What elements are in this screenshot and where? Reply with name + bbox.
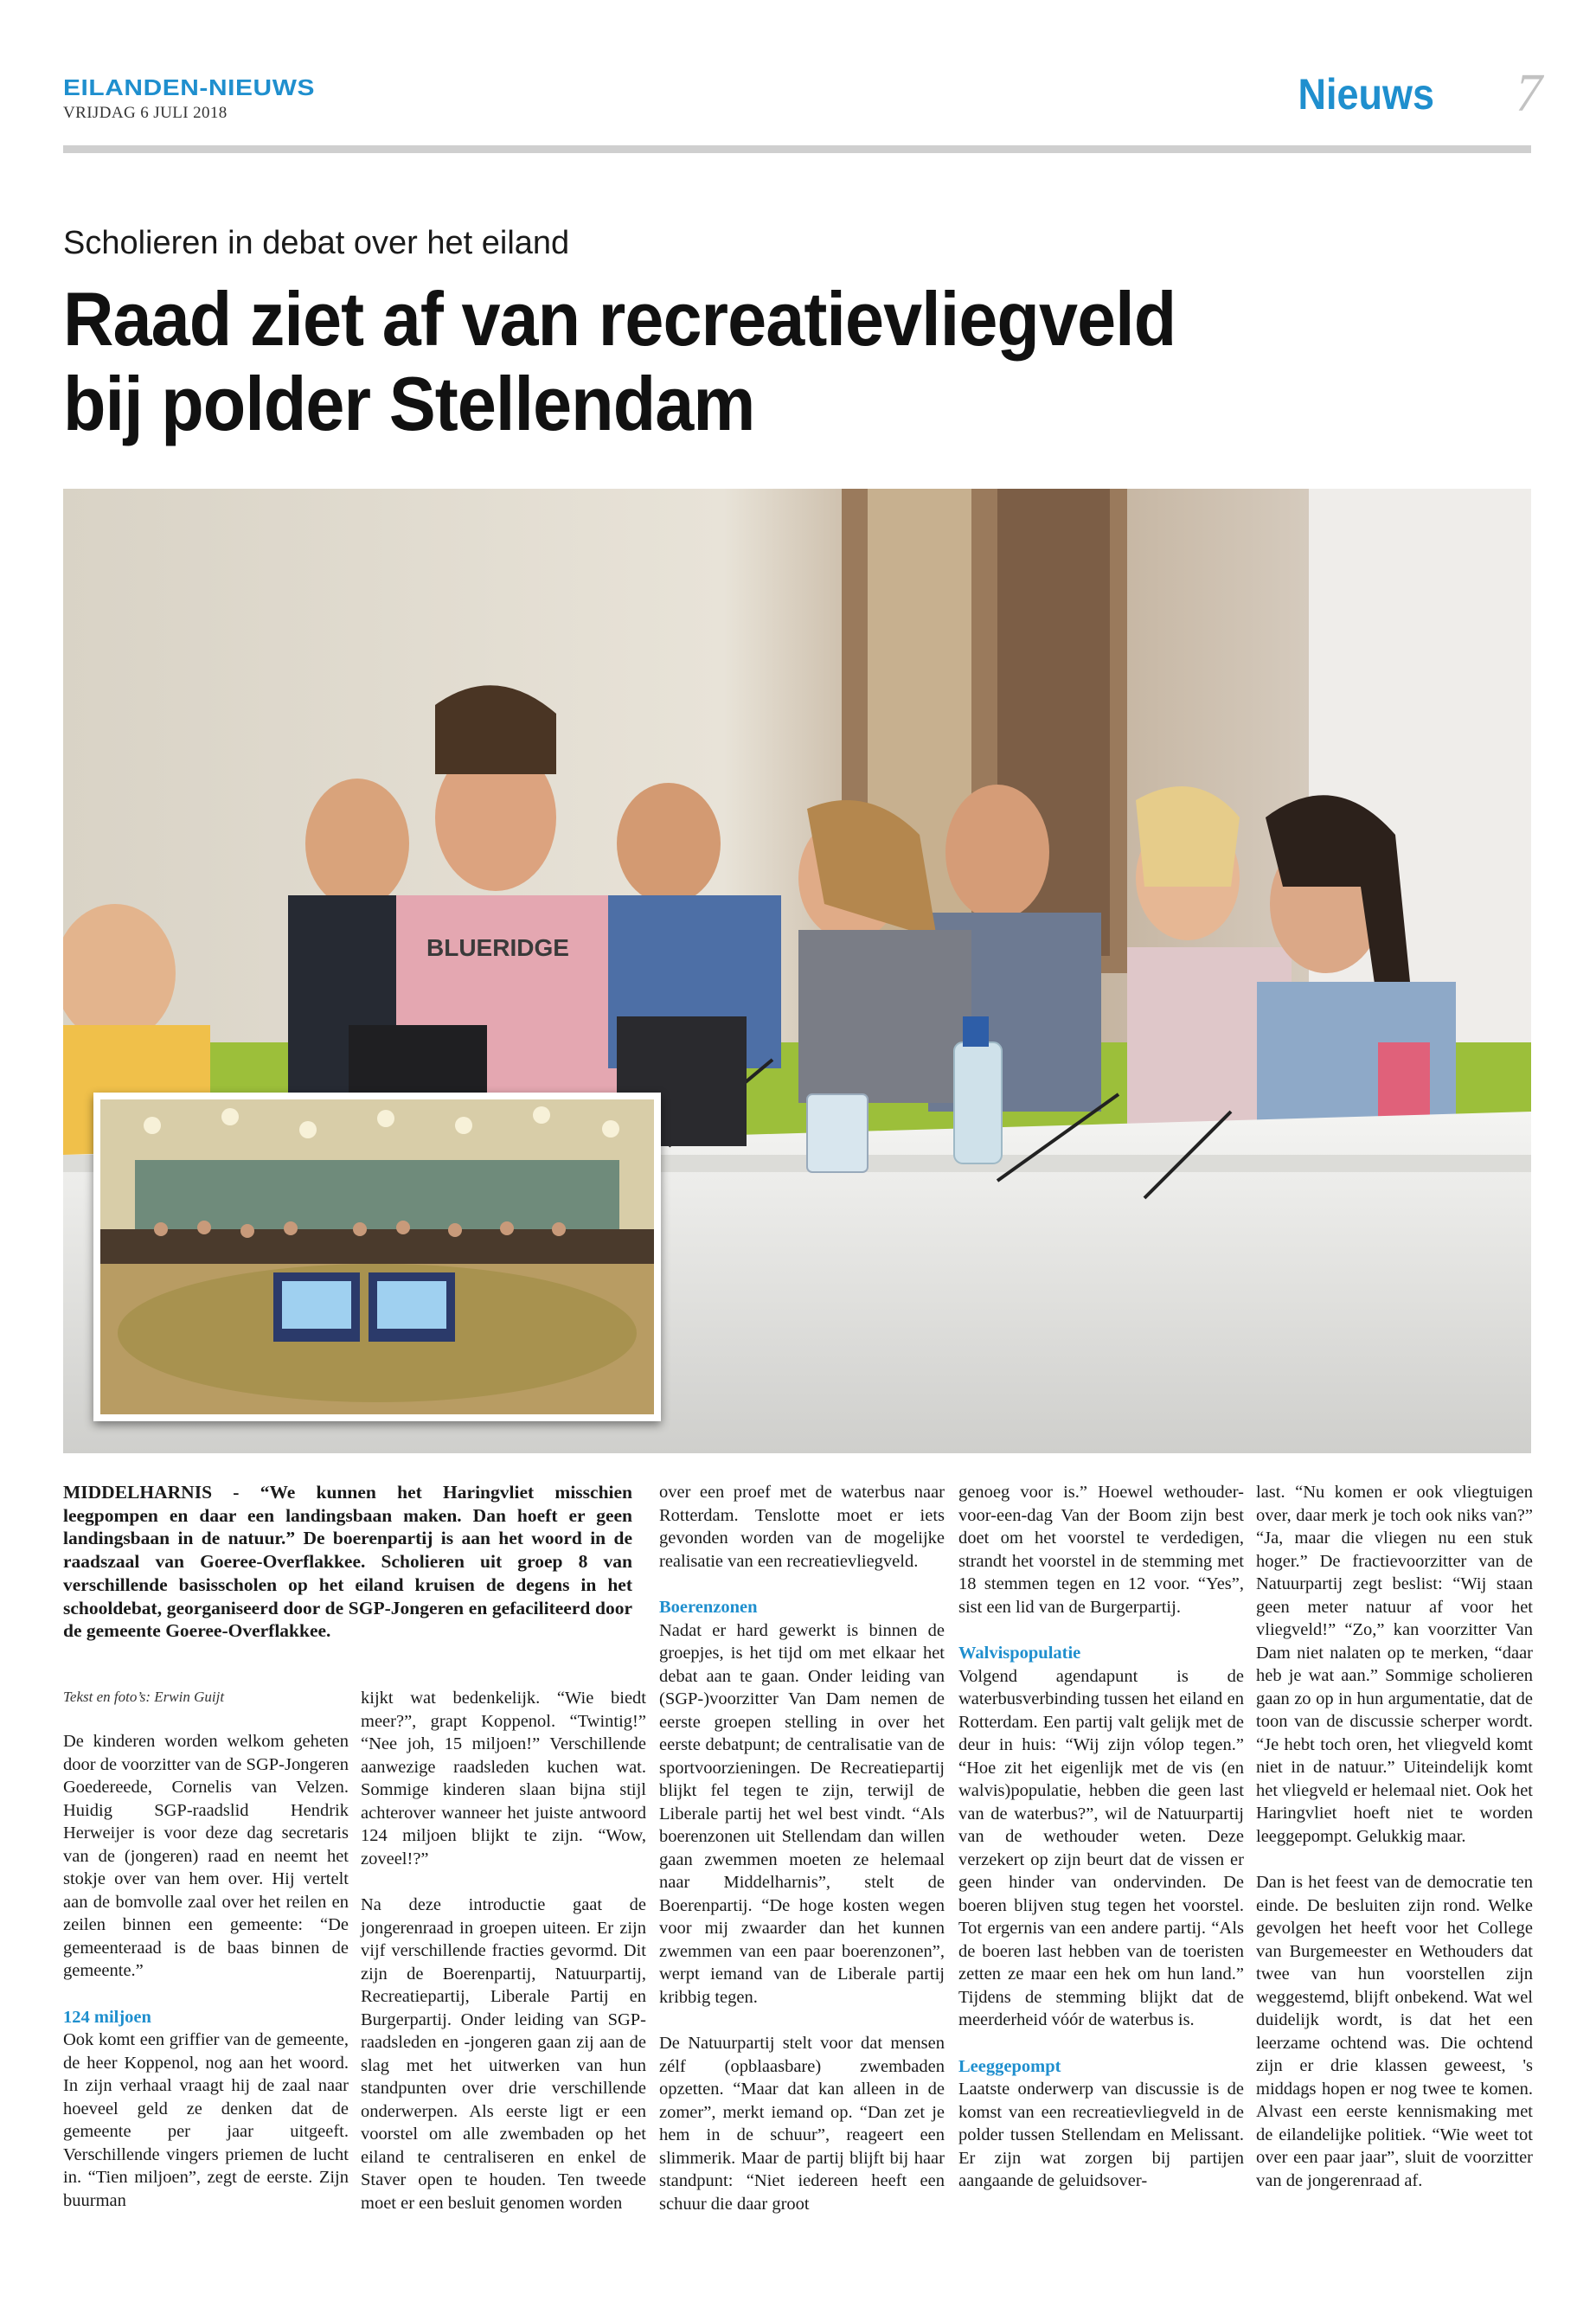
section-title: Nieuws [1298, 70, 1434, 119]
photo-credit: Tekst en foto’s: Erwin Guijt [63, 1689, 225, 1705]
article-column-3 [659, 1481, 945, 2239]
paragraph: De Natuurpartij stelt voor dat mensen zélf (opblaasbare) zwembaden opzetten. “Maar dat kan alleen in de zomer”, merkt iemand op. “Dan zet je hem in de schuur”, reageert een slimmerik. Maar de partij blijft bij haar standpunt: “Niet iedereen heeft een schuur die daar groot [659, 2034, 945, 2214]
paragraph: De kinderen worden welkom geheten door de voorzitter van de SGP-Jongeren Goedereede, Cornelis van Velzen. Huidig SGP-raadslid Hendrik Herweijer is voor deze dag secretaris van de (jongeren) raad en neemt het stokje over van hem over. Hij vertelt aan de bomvolle zaal over het reilen en zeilen binnen een gemeente: “De gemeenteraad is de baas binnen de gemeente.” [63, 1732, 349, 1980]
article-kicker: Scholieren in debat over het eiland [63, 225, 570, 261]
inset-photo [93, 1093, 661, 1421]
subheading: 124 miljoen [63, 2007, 151, 2027]
paragraph: genoeg voor is.” Hoewel wethouder-voor-een-dag Van der Boom zijn best doet om het voorstel te verdedigen, strandt het voorstel in de stemming met 18 stemmen tegen en 12 voor. “Yes”, sist een lid van de Burgerpartij. [958, 1483, 1244, 1617]
subheading: Leeggepompt [958, 2056, 1061, 2076]
newspaper-logo: EILANDEN-NIEUWS [63, 74, 316, 100]
masthead [63, 64, 1542, 156]
paragraph: Dan is het feest van de democratie ten einde. De besluiten zijn rond. Welke gevolgen het heeft voor het College van Burgemeester en Wethouders dat twee van hun voorstellen zijn weggestemd, blijft onbekend. Wat wel duidelijk wordt, is dat het een leerzame ochtend was. Die ochtend zijn er drie klassen geweest, 's middags hopen er nog twee te komen. Alvast een eerste kennismaking met de eilandelijke politiek. “Wie weet tot over een paar jaar”, sluit de voorzitter van de jongerenraad af. [1256, 1873, 1533, 2190]
paragraph: Nadat er hard gewerkt is binnen de groepjes, is het tijd om met elkaar het debat aan te gaan. Onder leiding van (SGP-)voorzitter Van Dam nemen de eerste groepen stelling in over het eerste debatpunt; de centralisatie van de sportvoorzieningen. De Recreatiepartij blijkt fel tegen te zijn, terwijl de Liberale partij het wel best vindt. “Als boerenzonen uit Stellendam dan willen gaan zwemmen moeten ze helemaal naar Middelharnis”, stelt de Boerenpartij. “De hoge kosten wegen voor mij zwaarder dan het kunnen zwemmen van een paar boerenzonen”, werpt iemand van de Liberale partij kribbig tegen. [659, 1620, 945, 2007]
article-column-4 [958, 1481, 1244, 2216]
headline-line-2: bij polder Stellendam [63, 361, 755, 446]
page-number: 7 [1516, 64, 1542, 123]
article-intro: MIDDELHARNIS - “We kunnen het Haringvliet misschien leegpompen en daar een landingsbaan maken. Dan hoeft er geen landingsbaan in de natuur.” De boerenpartij is aan het woord in de raadszaal van Goeree-Overflakkee. Scholieren uit groep 8 van verschillende basisscholen op het eiland kruisen de degens in het schooldebat, georganiseerd door de SGP-Jongeren en gefaciliteerd door de gemeente Goeree-Overflakkee. [63, 1482, 632, 1642]
subheading: Boerenzonen [659, 1598, 758, 1617]
article-column-5 [1256, 1481, 1533, 2215]
paragraph: kijkt wat bedenkelijk. “Wie biedt meer?”, grapt Koppenol. “Twintig!” “Nee joh, 15 miljoen!” Verschillende aanwezige raadsleden kuchen wat. Sommige kinderen slaan bijna stijl achterover wanneer het juiste antwoord 124 miljoen blijkt te zijn. “Wow, zoveel!?” [361, 1689, 646, 1868]
article-column-2 [361, 1687, 646, 2238]
paragraph: Laatste onderwerp van discussie is de komst van een recreatievliegveld in de polder tussen Stellendam en Melissant. Er zijn wat zorgen bij partijen aangaande de geluidsover- [958, 2080, 1244, 2190]
subheading: Walvispopulatie [958, 1644, 1081, 1663]
paragraph: over een proef met de waterbus naar Rotterdam. Tenslotte moet er iets gevonden worden van de mogelijke realisatie van een recreatievliegveld. [659, 1483, 945, 1571]
paragraph: Na deze introductie gaat de jongerenraad in groepen uiteen. Er zijn vijf verschillende fracties gevormd. Dit zijn de Boerenpartij, Natuurpartij, Recreatiepartij, Liberale Partij en Burgerpartij. Onder leiding van SGP-raadsleden en -jongeren gaan zij aan de slag met het uitwerken van hun standpunten over drie verschillende onderwerpen. Als eerste ligt er een voorstel om alle zwembaden op het eiland te centraliseren en enkel de Staver open te houden. Ten tweede moet er een besluit genomen worden [361, 1895, 646, 2213]
issue-date: VRIJDAG 6 JULI 2018 [63, 104, 228, 122]
paragraph: Volgend agendapunt is de waterbusverbinding tussen het eiland en Rotterdam. Een partij valt gelijk met de deur in huis: “Wij zijn vólop tegen.” “Hoe zit het eigenlijk met de vis (en walvis)populatie, hebben die geen last van de waterbus?”, wil de Natuurpartij van de wethouder weten. Deze verzekert op zijn beurt dat de vissen er geen hinder van ondervinden. De boeren blijven stug tegen het voorstel. Tot ergernis van een andere partij. “Als de boeren last hebben van de toeristen zetten ze maar een hek om hun land.” Tijdens de stemming blijkt dat de meerderheid vóór de waterbus is. [958, 1666, 1244, 2029]
paragraph: last. “Nu komen er ook vliegtuigen over, daar merk je toch ook niks van?” “Ja, maar die vliegen nu een stuk hoger.” De fractievoorzitter van de Natuurpartij zegt beslist: “Wij staan geen meter natuur af voor het vliegveld!” “Zo,” kan voorzitter Van Dam niet nalaten op te merken, “daar heb je wat aan.” Sommige scholieren gaan zo op in hun argumentatie, dat de toon van de discussie scherper wordt. “Je hebt toch oren, het vliegveld komt niet in de natuur.” Uiteindelijk komt het vliegveld er helemaal niet. Ook het Haringvliet hoeft niet te worden leeggepompt. Gelukkig maar. [1256, 1483, 1533, 1846]
header-divider [63, 145, 1531, 153]
shirt-text: BLUERIDGE [426, 934, 569, 961]
paragraph: Ook komt een griffier van de gemeente, de heer Koppenol, nog aan het woord. In zijn verhaal vraagt hij de zaal naar hoeveel geld ze denken dat de gemeente per jaar uitgeeft. Verschillende vingers priemen de lucht in. “Tien miljoen”, zegt de eerste. Zijn buurman [63, 2030, 349, 2210]
article-column-1 [63, 1730, 349, 2235]
headline-line-1: Raad ziet af van recreatievliegveld [63, 276, 1176, 362]
article-headline [63, 277, 1416, 446]
